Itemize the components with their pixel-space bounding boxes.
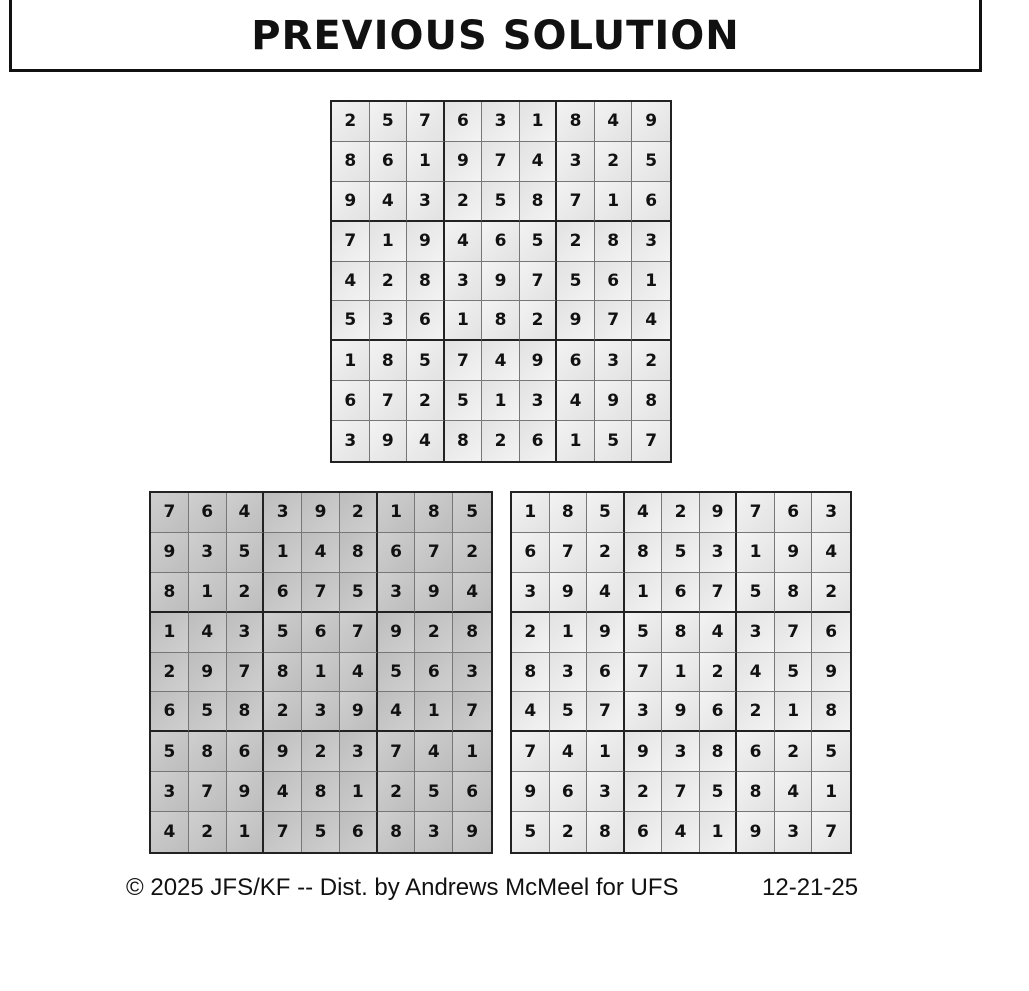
sudoku-cell: 6 bbox=[302, 613, 340, 653]
sudoku-cell: 7 bbox=[415, 533, 453, 573]
sudoku-cell: 2 bbox=[227, 573, 265, 613]
sudoku-cell: 4 bbox=[557, 381, 595, 421]
sudoku-cell: 7 bbox=[632, 421, 670, 461]
sudoku-cell: 1 bbox=[812, 772, 850, 812]
sudoku-cell: 7 bbox=[775, 613, 813, 653]
sudoku-cell: 2 bbox=[407, 381, 445, 421]
sudoku-cell: 5 bbox=[625, 613, 663, 653]
sudoku-cell: 5 bbox=[595, 421, 633, 461]
sudoku-cell: 6 bbox=[550, 772, 588, 812]
sudoku-cell: 1 bbox=[662, 653, 700, 693]
sudoku-cell: 5 bbox=[812, 732, 850, 772]
sudoku-cell: 4 bbox=[332, 262, 370, 302]
sudoku-cell: 6 bbox=[227, 732, 265, 772]
sudoku-cell: 9 bbox=[512, 772, 550, 812]
sudoku-cell: 5 bbox=[407, 341, 445, 381]
sudoku-cell: 2 bbox=[595, 142, 633, 182]
sudoku-cell: 1 bbox=[512, 493, 550, 533]
sudoku-cell: 1 bbox=[302, 653, 340, 693]
sudoku-cell: 6 bbox=[332, 381, 370, 421]
sudoku-cell: 7 bbox=[370, 381, 408, 421]
sudoku-cell: 2 bbox=[557, 222, 595, 262]
sudoku-cell: 3 bbox=[189, 533, 227, 573]
sudoku-cell: 3 bbox=[453, 653, 491, 693]
sudoku-cell: 2 bbox=[520, 301, 558, 341]
sudoku-cell: 3 bbox=[482, 102, 520, 142]
sudoku-cell: 1 bbox=[625, 573, 663, 613]
sudoku-cell: 5 bbox=[512, 812, 550, 852]
sudoku-grid-bottom-right bbox=[510, 491, 852, 854]
sudoku-cell: 8 bbox=[700, 732, 738, 772]
sudoku-cell: 6 bbox=[700, 692, 738, 732]
sudoku-cell: 1 bbox=[445, 301, 483, 341]
sudoku-cell: 1 bbox=[737, 533, 775, 573]
sudoku-cell: 5 bbox=[587, 493, 625, 533]
sudoku-cell: 1 bbox=[227, 812, 265, 852]
footer bbox=[0, 874, 1029, 908]
sudoku-cell: 8 bbox=[632, 381, 670, 421]
sudoku-cell: 7 bbox=[407, 102, 445, 142]
sudoku-cell: 5 bbox=[520, 222, 558, 262]
sudoku-cell: 4 bbox=[340, 653, 378, 693]
sudoku-cell: 5 bbox=[151, 732, 189, 772]
sudoku-cell: 9 bbox=[482, 262, 520, 302]
sudoku-cell: 6 bbox=[512, 533, 550, 573]
sudoku-cell: 8 bbox=[415, 493, 453, 533]
sudoku-cell: 1 bbox=[587, 732, 625, 772]
sudoku-cell: 2 bbox=[662, 493, 700, 533]
sudoku-cell: 9 bbox=[453, 812, 491, 852]
sudoku-cell: 1 bbox=[189, 573, 227, 613]
sudoku-cell: 2 bbox=[587, 533, 625, 573]
title-banner bbox=[9, 0, 982, 72]
sudoku-cell: 6 bbox=[737, 732, 775, 772]
sudoku-cell: 4 bbox=[587, 573, 625, 613]
sudoku-cell: 6 bbox=[378, 533, 416, 573]
sudoku-cell: 3 bbox=[264, 493, 302, 533]
sudoku-cell: 8 bbox=[812, 692, 850, 732]
sudoku-cell: 9 bbox=[557, 301, 595, 341]
sudoku-cell: 8 bbox=[370, 341, 408, 381]
sudoku-cell: 4 bbox=[482, 341, 520, 381]
sudoku-cell: 7 bbox=[227, 653, 265, 693]
sudoku-cell: 5 bbox=[189, 692, 227, 732]
sudoku-cell: 9 bbox=[737, 812, 775, 852]
sudoku-cell: 9 bbox=[415, 573, 453, 613]
sudoku-cell: 5 bbox=[227, 533, 265, 573]
sudoku-cell: 7 bbox=[550, 533, 588, 573]
sudoku-cell: 1 bbox=[557, 421, 595, 461]
sudoku-cell: 7 bbox=[340, 613, 378, 653]
sudoku-cell: 4 bbox=[632, 301, 670, 341]
sudoku-cell: 4 bbox=[370, 182, 408, 222]
sudoku-cell: 6 bbox=[407, 301, 445, 341]
sudoku-cell: 3 bbox=[512, 573, 550, 613]
sudoku-cell: 1 bbox=[453, 732, 491, 772]
sudoku-cell: 1 bbox=[775, 692, 813, 732]
sudoku-cell: 6 bbox=[264, 573, 302, 613]
sudoku-cell: 4 bbox=[151, 812, 189, 852]
sudoku-cell: 2 bbox=[512, 613, 550, 653]
copyright-credit: © 2025 JFS/KF -- Dist. by Andrews McMeel for UFS bbox=[126, 874, 679, 901]
sudoku-cell: 8 bbox=[453, 613, 491, 653]
sudoku-cell: 8 bbox=[445, 421, 483, 461]
sudoku-cell: 2 bbox=[302, 732, 340, 772]
sudoku-cell: 3 bbox=[775, 812, 813, 852]
sudoku-cell: 9 bbox=[227, 772, 265, 812]
sudoku-cell: 2 bbox=[482, 421, 520, 461]
sudoku-cell: 4 bbox=[737, 653, 775, 693]
sudoku-cell: 4 bbox=[512, 692, 550, 732]
sudoku-cell: 5 bbox=[737, 573, 775, 613]
sudoku-cell: 7 bbox=[151, 493, 189, 533]
sudoku-cell: 6 bbox=[189, 493, 227, 533]
sudoku-cell: 4 bbox=[264, 772, 302, 812]
sudoku-cell: 1 bbox=[340, 772, 378, 812]
sudoku-cell: 1 bbox=[482, 381, 520, 421]
sudoku-cell: 1 bbox=[332, 341, 370, 381]
sudoku-cell: 6 bbox=[595, 262, 633, 302]
sudoku-cell: 7 bbox=[302, 573, 340, 613]
sudoku-cell: 9 bbox=[370, 421, 408, 461]
sudoku-cell: 8 bbox=[482, 301, 520, 341]
sudoku-cell: 7 bbox=[557, 182, 595, 222]
sudoku-cell: 8 bbox=[407, 262, 445, 302]
sudoku-cell: 1 bbox=[632, 262, 670, 302]
sudoku-cell: 9 bbox=[700, 493, 738, 533]
sudoku-cell: 9 bbox=[595, 381, 633, 421]
sudoku-cell: 6 bbox=[775, 493, 813, 533]
sudoku-cell: 1 bbox=[370, 222, 408, 262]
sudoku-cell: 1 bbox=[264, 533, 302, 573]
sudoku-cell: 5 bbox=[550, 692, 588, 732]
sudoku-cell: 2 bbox=[445, 182, 483, 222]
sudoku-cell: 5 bbox=[302, 812, 340, 852]
sudoku-cell: 6 bbox=[415, 653, 453, 693]
sudoku-cell: 8 bbox=[557, 102, 595, 142]
sudoku-cell: 6 bbox=[453, 772, 491, 812]
publish-date: 12-21-25 bbox=[762, 874, 859, 901]
sudoku-cell: 8 bbox=[662, 613, 700, 653]
sudoku-cell: 9 bbox=[189, 653, 227, 693]
sudoku-cell: 1 bbox=[415, 692, 453, 732]
sudoku-cell: 8 bbox=[625, 533, 663, 573]
sudoku-cell: 1 bbox=[151, 613, 189, 653]
sudoku-cell: 1 bbox=[407, 142, 445, 182]
sudoku-cell: 2 bbox=[370, 262, 408, 302]
sudoku-cell: 9 bbox=[520, 341, 558, 381]
sudoku-cell: 9 bbox=[775, 533, 813, 573]
sudoku-cell: 2 bbox=[340, 493, 378, 533]
sudoku-cell: 2 bbox=[415, 613, 453, 653]
sudoku-cell: 6 bbox=[662, 573, 700, 613]
sudoku-cell: 4 bbox=[227, 493, 265, 533]
sudoku-cell: 2 bbox=[700, 653, 738, 693]
sudoku-cell: 4 bbox=[520, 142, 558, 182]
sudoku-cell: 7 bbox=[625, 653, 663, 693]
sudoku-cell: 8 bbox=[512, 653, 550, 693]
sudoku-cell: 3 bbox=[662, 732, 700, 772]
sudoku-cell: 9 bbox=[662, 692, 700, 732]
sudoku-cell: 4 bbox=[378, 692, 416, 732]
sudoku-cell: 6 bbox=[340, 812, 378, 852]
sudoku-cell: 9 bbox=[378, 613, 416, 653]
sudoku-cell: 8 bbox=[302, 772, 340, 812]
sudoku-cell: 5 bbox=[700, 772, 738, 812]
sudoku-cell: 2 bbox=[812, 573, 850, 613]
sudoku-cell: 8 bbox=[550, 493, 588, 533]
sudoku-cell: 9 bbox=[587, 613, 625, 653]
sudoku-cell: 7 bbox=[737, 493, 775, 533]
sudoku-cell: 6 bbox=[370, 142, 408, 182]
sudoku-cell: 6 bbox=[557, 341, 595, 381]
sudoku-cell: 4 bbox=[662, 812, 700, 852]
sudoku-cell: 3 bbox=[737, 613, 775, 653]
sudoku-cell: 9 bbox=[332, 182, 370, 222]
sudoku-cell: 2 bbox=[453, 533, 491, 573]
sudoku-cell: 5 bbox=[264, 613, 302, 653]
sudoku-cell: 5 bbox=[378, 653, 416, 693]
sudoku-cell: 1 bbox=[700, 812, 738, 852]
sudoku-cell: 2 bbox=[332, 102, 370, 142]
sudoku-cell: 7 bbox=[482, 142, 520, 182]
sudoku-cell: 5 bbox=[453, 493, 491, 533]
page-title: PREVIOUS SOLUTION bbox=[251, 12, 740, 59]
sudoku-cell: 9 bbox=[264, 732, 302, 772]
sudoku-cell: 5 bbox=[775, 653, 813, 693]
sudoku-cell: 8 bbox=[340, 533, 378, 573]
sudoku-cell: 8 bbox=[587, 812, 625, 852]
sudoku-cell: 6 bbox=[520, 421, 558, 461]
sudoku-cell: 6 bbox=[625, 812, 663, 852]
sudoku-cell: 6 bbox=[812, 613, 850, 653]
sudoku-cell: 2 bbox=[378, 772, 416, 812]
sudoku-cell: 2 bbox=[550, 812, 588, 852]
sudoku-cell: 3 bbox=[625, 692, 663, 732]
sudoku-cell: 1 bbox=[520, 102, 558, 142]
sudoku-cell: 8 bbox=[227, 692, 265, 732]
sudoku-grid-top bbox=[330, 100, 672, 463]
sudoku-cell: 9 bbox=[625, 732, 663, 772]
sudoku-cell: 4 bbox=[775, 772, 813, 812]
sudoku-cell: 6 bbox=[632, 182, 670, 222]
sudoku-cell: 7 bbox=[453, 692, 491, 732]
sudoku-cell: 1 bbox=[550, 613, 588, 653]
sudoku-cell: 2 bbox=[625, 772, 663, 812]
sudoku-cell: 2 bbox=[264, 692, 302, 732]
sudoku-cell: 5 bbox=[340, 573, 378, 613]
sudoku-cell: 1 bbox=[378, 493, 416, 533]
sudoku-cell: 4 bbox=[189, 613, 227, 653]
sudoku-cell: 8 bbox=[189, 732, 227, 772]
sudoku-cell: 5 bbox=[632, 142, 670, 182]
sudoku-cell: 8 bbox=[520, 182, 558, 222]
sudoku-cell: 9 bbox=[151, 533, 189, 573]
sudoku-cell: 9 bbox=[302, 493, 340, 533]
sudoku-cell: 3 bbox=[151, 772, 189, 812]
sudoku-cell: 7 bbox=[595, 301, 633, 341]
sudoku-cell: 3 bbox=[812, 493, 850, 533]
sudoku-cell: 9 bbox=[550, 573, 588, 613]
sudoku-cell: 7 bbox=[812, 812, 850, 852]
sudoku-cell: 7 bbox=[332, 222, 370, 262]
sudoku-cell: 3 bbox=[632, 222, 670, 262]
sudoku-cell: 2 bbox=[151, 653, 189, 693]
sudoku-cell: 7 bbox=[662, 772, 700, 812]
sudoku-cell: 5 bbox=[415, 772, 453, 812]
sudoku-cell: 7 bbox=[700, 573, 738, 613]
sudoku-cell: 9 bbox=[340, 692, 378, 732]
sudoku-cell: 4 bbox=[812, 533, 850, 573]
sudoku-cell: 2 bbox=[632, 341, 670, 381]
sudoku-cell: 3 bbox=[227, 613, 265, 653]
sudoku-cell: 8 bbox=[332, 142, 370, 182]
sudoku-cell: 9 bbox=[445, 142, 483, 182]
sudoku-cell: 7 bbox=[189, 772, 227, 812]
sudoku-cell: 1 bbox=[595, 182, 633, 222]
sudoku-cell: 3 bbox=[520, 381, 558, 421]
sudoku-cell: 6 bbox=[445, 102, 483, 142]
sudoku-cell: 3 bbox=[415, 812, 453, 852]
sudoku-cell: 3 bbox=[595, 341, 633, 381]
sudoku-cell: 4 bbox=[595, 102, 633, 142]
sudoku-cell: 6 bbox=[587, 653, 625, 693]
sudoku-cell: 2 bbox=[737, 692, 775, 732]
sudoku-grid-bottom-left bbox=[149, 491, 493, 854]
sudoku-cell: 3 bbox=[302, 692, 340, 732]
sudoku-cell: 5 bbox=[662, 533, 700, 573]
sudoku-cell: 3 bbox=[557, 142, 595, 182]
sudoku-cell: 6 bbox=[482, 222, 520, 262]
sudoku-cell: 4 bbox=[415, 732, 453, 772]
sudoku-cell: 9 bbox=[632, 102, 670, 142]
sudoku-cell: 7 bbox=[264, 812, 302, 852]
sudoku-cell: 3 bbox=[340, 732, 378, 772]
sudoku-cell: 5 bbox=[557, 262, 595, 302]
sudoku-cell: 4 bbox=[453, 573, 491, 613]
sudoku-cell: 9 bbox=[407, 222, 445, 262]
sudoku-cell: 5 bbox=[482, 182, 520, 222]
sudoku-cell: 4 bbox=[550, 732, 588, 772]
sudoku-cell: 3 bbox=[332, 421, 370, 461]
sudoku-cell: 7 bbox=[520, 262, 558, 302]
sudoku-cell: 3 bbox=[700, 533, 738, 573]
sudoku-cell: 3 bbox=[407, 182, 445, 222]
sudoku-cell: 7 bbox=[587, 692, 625, 732]
sudoku-cell: 2 bbox=[189, 812, 227, 852]
sudoku-cell: 5 bbox=[370, 102, 408, 142]
sudoku-cell: 3 bbox=[378, 573, 416, 613]
sudoku-cell: 8 bbox=[378, 812, 416, 852]
sudoku-cell: 9 bbox=[812, 653, 850, 693]
sudoku-cell: 8 bbox=[775, 573, 813, 613]
sudoku-cell: 3 bbox=[550, 653, 588, 693]
sudoku-cell: 4 bbox=[302, 533, 340, 573]
sudoku-cell: 6 bbox=[151, 692, 189, 732]
sudoku-cell: 2 bbox=[775, 732, 813, 772]
sudoku-cell: 5 bbox=[445, 381, 483, 421]
sudoku-cell: 7 bbox=[512, 732, 550, 772]
sudoku-cell: 8 bbox=[595, 222, 633, 262]
sudoku-cell: 7 bbox=[445, 341, 483, 381]
sudoku-cell: 8 bbox=[264, 653, 302, 693]
sudoku-cell: 8 bbox=[737, 772, 775, 812]
sudoku-cell: 7 bbox=[378, 732, 416, 772]
sudoku-cell: 8 bbox=[151, 573, 189, 613]
sudoku-cell: 4 bbox=[700, 613, 738, 653]
sudoku-cell: 4 bbox=[445, 222, 483, 262]
sudoku-cell: 3 bbox=[587, 772, 625, 812]
sudoku-cell: 4 bbox=[407, 421, 445, 461]
sudoku-cell: 4 bbox=[625, 493, 663, 533]
sudoku-cell: 3 bbox=[370, 301, 408, 341]
sudoku-cell: 5 bbox=[332, 301, 370, 341]
sudoku-cell: 3 bbox=[445, 262, 483, 302]
